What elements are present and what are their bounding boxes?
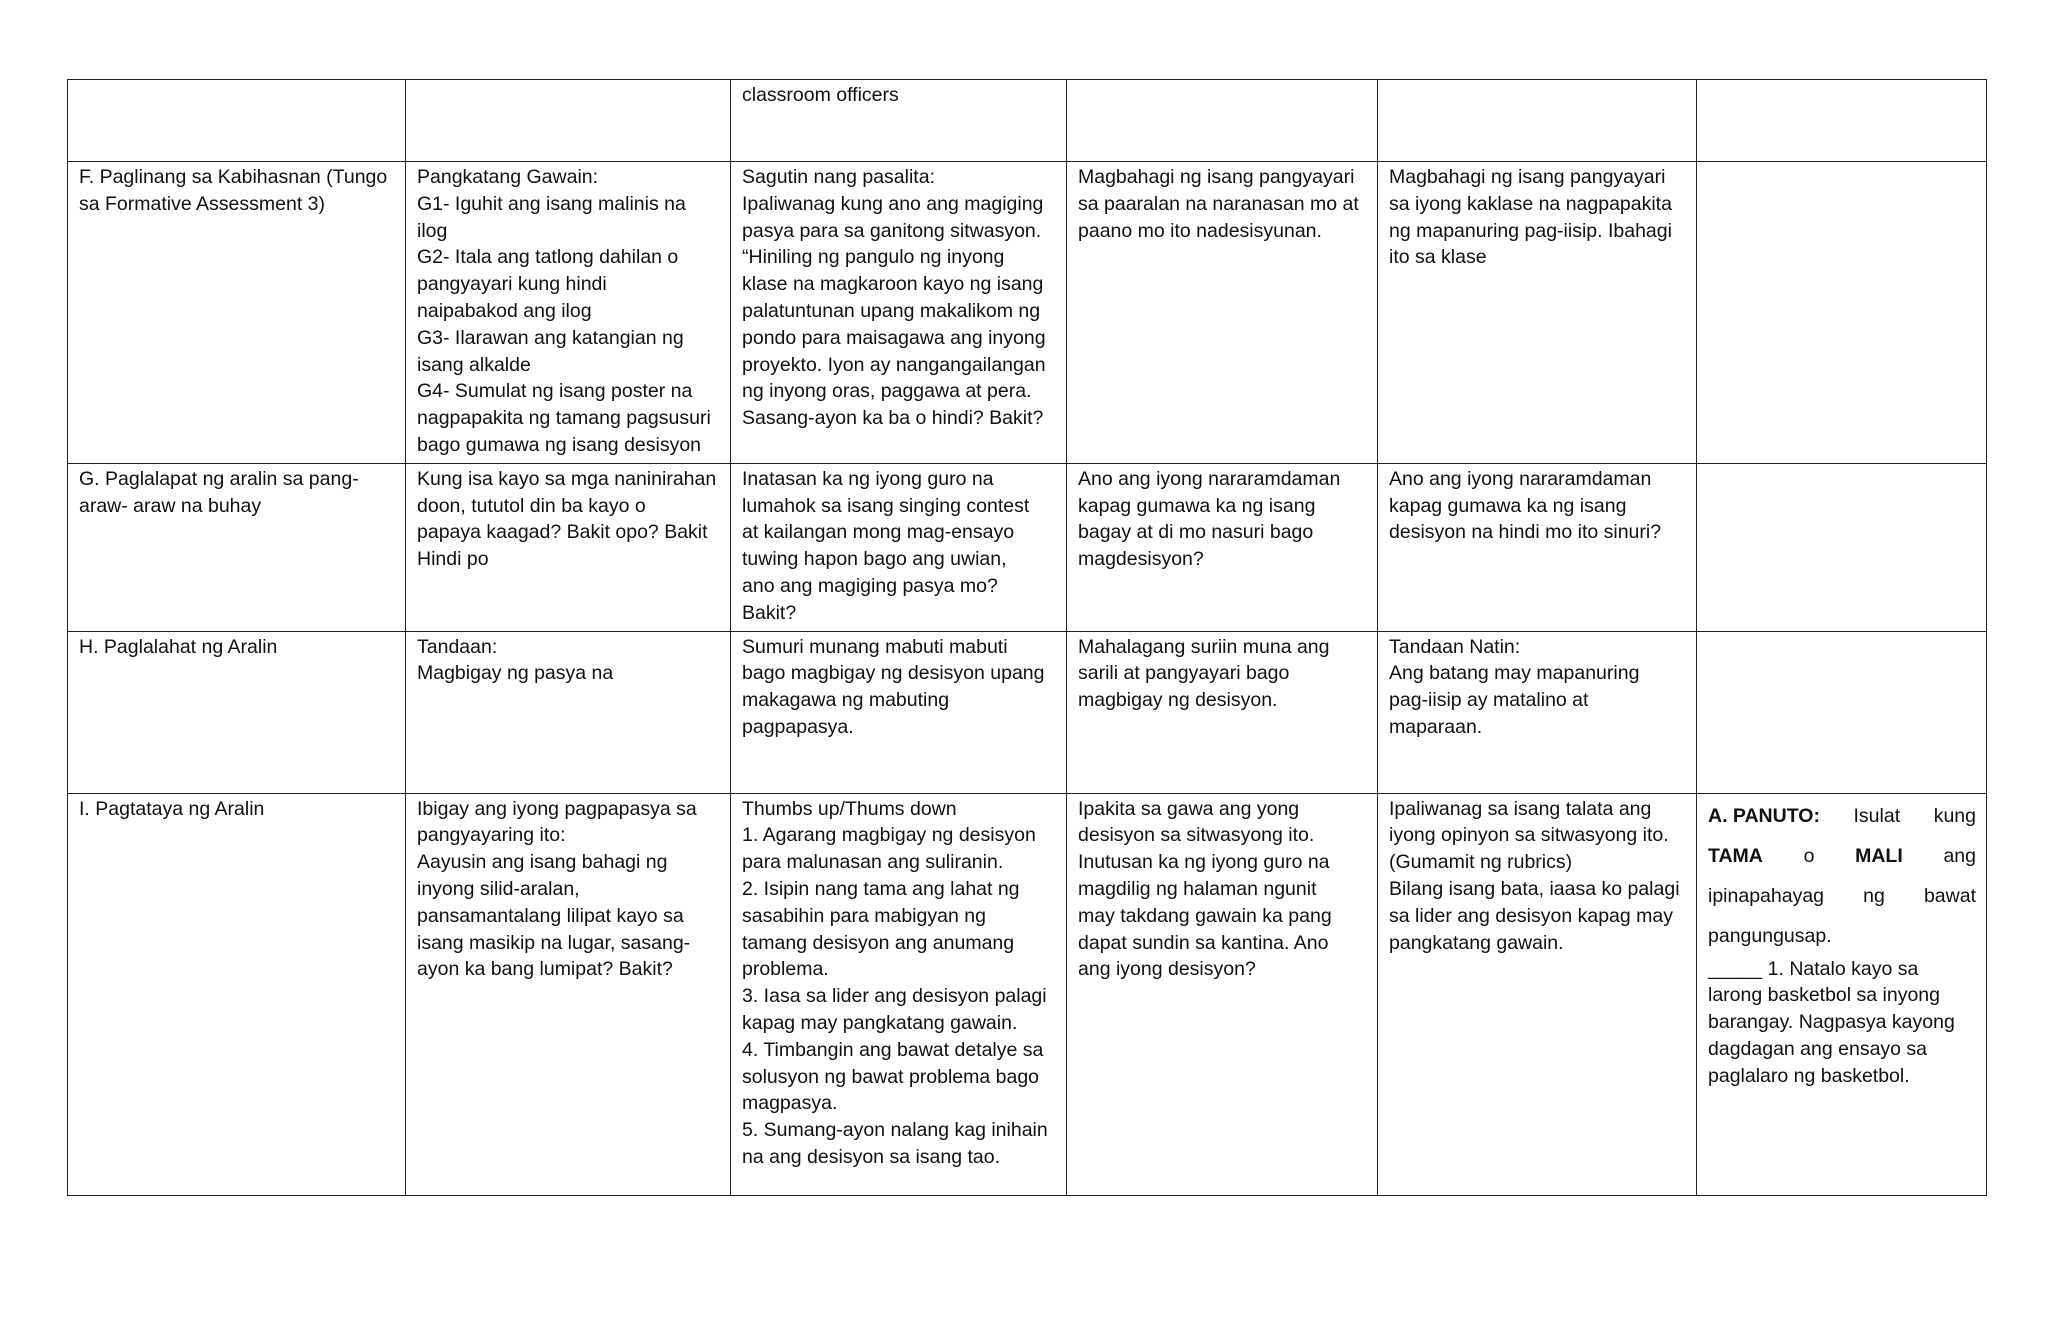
cell-line: isang masikip na lugar, sasang- bbox=[417, 931, 691, 954]
cell-line: proyekto. Iyon ay nangangailangan bbox=[742, 353, 1046, 376]
panuto-mali: MALI bbox=[1855, 844, 1903, 867]
cell-line: Inutusan ka ng iyong guro na bbox=[1078, 851, 1330, 874]
panuto-tama: TAMA bbox=[1708, 844, 1763, 867]
panuto-word: ipinapahayag bbox=[1708, 884, 1825, 907]
table-cell bbox=[1067, 793, 1378, 1195]
table-row bbox=[68, 793, 1987, 1195]
cell-line: F. Paglinang sa Kabihasnan (Tungo bbox=[79, 166, 388, 188]
row-label-cell bbox=[68, 80, 406, 162]
table-cell bbox=[406, 80, 731, 162]
cell-line: Pangkatang Gawain: bbox=[417, 166, 599, 188]
cell-line: magpasya. bbox=[742, 1092, 838, 1115]
cell-line: classroom officers bbox=[742, 84, 899, 106]
cell-line: Magbahagi ng isang pangyayari bbox=[1389, 166, 1666, 188]
panuto-line-3 bbox=[1708, 876, 1976, 916]
cell-line: iyong opinyon sa sitwasyong ito. bbox=[1389, 824, 1669, 847]
table-cell bbox=[1697, 80, 1987, 162]
cell-line: Sumuri munang mabuti mabuti bbox=[742, 635, 1008, 658]
table-cell bbox=[731, 463, 1067, 631]
cell-line: bago magbigay ng desisyon upang bbox=[742, 662, 1045, 685]
test-item-1 bbox=[1708, 956, 1976, 1090]
panuto-line-4 bbox=[1708, 916, 1976, 956]
panuto-word: Isulat bbox=[1853, 804, 1901, 827]
cell-line: ito sa klase bbox=[1389, 246, 1487, 269]
table-cell bbox=[731, 793, 1067, 1195]
cell-line: bago gumawa ng isang desisyon bbox=[417, 433, 702, 456]
cell-line: tuwing hapon bago ang uwian, bbox=[742, 548, 1007, 571]
table-cell bbox=[1697, 631, 1987, 793]
cell-line: 4. Timbangin ang bawat detalye sa bbox=[742, 1038, 1044, 1061]
table-cell bbox=[1067, 631, 1378, 793]
cell-line: _____ 1. Natalo kayo sa bbox=[1708, 957, 1919, 980]
cell-line: sa paaralan na naranasan mo at bbox=[1078, 192, 1359, 215]
cell-line: desisyon sa sitwasyong ito. bbox=[1078, 824, 1315, 847]
panuto-word: bawat bbox=[1923, 884, 1976, 907]
cell-line: sa iyong kaklase na nagpapakita bbox=[1389, 192, 1672, 215]
cell-line: G2- Itala ang tatlong dahilan o bbox=[417, 246, 679, 269]
cell-line: 3. Iasa sa lider ang desisyon palagi bbox=[742, 985, 1047, 1008]
table-cell bbox=[731, 631, 1067, 793]
cell-line: Inatasan ka ng iyong guro na bbox=[742, 467, 994, 490]
cell-line: magdesisyon? bbox=[1078, 548, 1204, 571]
cell-line: “Hiniling ng pangulo ng inyong bbox=[742, 246, 1005, 269]
cell-line: problema. bbox=[742, 958, 829, 981]
table-cell bbox=[1378, 463, 1697, 631]
panuto-word: ng bbox=[1863, 884, 1885, 907]
cell-line: barangay. Nagpasya kayong bbox=[1708, 1011, 1955, 1034]
cell-line: Aayusin ang isang bahagi ng bbox=[417, 851, 668, 874]
cell-line: magbigay ng desisyon. bbox=[1078, 689, 1278, 712]
cell-line: lumahok sa isang singing contest bbox=[742, 494, 1030, 517]
cell-line: Magbigay ng pasya na bbox=[417, 662, 614, 685]
cell-line: inyong silid-aralan, bbox=[417, 877, 580, 900]
cell-line: maparaan. bbox=[1389, 715, 1483, 738]
table-row bbox=[68, 631, 1987, 793]
panuto-heading: A. PANUTO: bbox=[1708, 804, 1820, 827]
row-label-cell bbox=[68, 631, 406, 793]
cell-line: 2. Isipin nang tama ang lahat ng bbox=[742, 877, 1020, 900]
cell-line: 5. Sumang-ayon nalang kag inihain bbox=[742, 1119, 1048, 1142]
cell-line: 1. Agarang magbigay ng desisyon bbox=[742, 824, 1036, 847]
cell-line: kapag gumawa ka ng isang bbox=[1078, 494, 1316, 517]
cell-line: larong basketbol sa inyong bbox=[1708, 984, 1940, 1007]
cell-line: pondo para maisagawa ang inyong bbox=[742, 326, 1046, 349]
cell-line: araw- araw na buhay bbox=[79, 494, 262, 517]
cell-line: ng inyong oras, paggawa at pera. bbox=[742, 380, 1032, 403]
cell-line: Ibigay ang iyong pagpapasya sa bbox=[417, 797, 697, 820]
cell-line: naipabakod ang ilog bbox=[417, 299, 592, 322]
cell-line: G. Paglalapat ng aralin sa pang- bbox=[79, 467, 359, 490]
panuto-word: pangungusap. bbox=[1708, 924, 1832, 947]
cell-line: sarili at pangyayari bago bbox=[1078, 662, 1290, 685]
panuto-cell bbox=[1697, 793, 1987, 1195]
cell-line: pangkatang gawain. bbox=[1389, 931, 1564, 954]
cell-line: desisyon na hindi mo ito sinuri? bbox=[1389, 521, 1662, 544]
cell-line: (Gumamit ng rubrics) bbox=[1389, 851, 1573, 874]
table-cell bbox=[1067, 80, 1378, 162]
cell-line: palatuntunan upang makalikom ng bbox=[742, 299, 1041, 322]
cell-line: dagdagan ang ensayo sa bbox=[1708, 1037, 1928, 1060]
cell-line: ayon ka bang lumipat? Bakit? bbox=[417, 958, 673, 981]
cell-line: pansamantalang lilipat kayo sa bbox=[417, 904, 684, 927]
cell-line: na ang desisyon sa isang tao. bbox=[742, 1145, 1001, 1168]
table-cell bbox=[406, 463, 731, 631]
cell-line: dapat sundin sa kantina. Ano bbox=[1078, 931, 1329, 954]
cell-line: paglalaro ng basketbol. bbox=[1708, 1064, 1910, 1087]
table-cell bbox=[1697, 463, 1987, 631]
table-cell bbox=[731, 80, 1067, 162]
cell-line: H. Paglalahat ng Aralin bbox=[79, 635, 278, 658]
cell-line: Ano ang iyong nararamdaman bbox=[1389, 467, 1652, 490]
table-cell bbox=[406, 162, 731, 464]
cell-line: kapag gumawa ka ng isang bbox=[1389, 494, 1627, 517]
table-cell bbox=[1067, 463, 1378, 631]
cell-line: Bilang isang bata, iaasa ko palagi bbox=[1389, 877, 1680, 900]
table-cell bbox=[1378, 162, 1697, 464]
cell-line: Magbahagi ng isang pangyayari bbox=[1078, 166, 1355, 188]
cell-line: paano mo ito nadesisyunan. bbox=[1078, 219, 1322, 242]
table-cell bbox=[1067, 162, 1378, 464]
lesson-plan-table bbox=[67, 79, 1987, 1196]
cell-line: Sasang-ayon ka ba o hindi? Bakit? bbox=[742, 407, 1044, 430]
cell-line: I. Pagtataya ng Aralin bbox=[79, 797, 265, 820]
panuto-word: o bbox=[1803, 844, 1815, 867]
cell-line: pag-iisip ay matalino at bbox=[1389, 689, 1589, 712]
cell-line: G4- Sumulat ng isang poster na bbox=[417, 380, 693, 403]
cell-line: kapag may pangkatang gawain. bbox=[742, 1011, 1018, 1034]
cell-line: bagay at di mo nasuri bago bbox=[1078, 521, 1314, 544]
cell-line: doon, tututol din ba kayo o bbox=[417, 494, 646, 517]
table-cell bbox=[406, 631, 731, 793]
cell-line: nagpapakita ng tamang pagsusuri bbox=[417, 407, 711, 430]
cell-line: may takdang gawain ka pang bbox=[1078, 904, 1332, 927]
cell-line: pasya para sa ganitong sitwasyon. bbox=[742, 219, 1042, 242]
cell-line: Ano ang iyong nararamdaman bbox=[1078, 467, 1341, 490]
cell-line: Bakit? bbox=[742, 601, 797, 624]
table-cell bbox=[1378, 80, 1697, 162]
row-label-cell bbox=[68, 463, 406, 631]
cell-line: ano ang magiging pasya mo? bbox=[742, 574, 998, 597]
cell-line: Ang batang may mapanuring bbox=[1389, 662, 1640, 685]
panuto-line-1 bbox=[1708, 796, 1976, 836]
table-cell bbox=[406, 793, 731, 1195]
table-cell bbox=[1378, 631, 1697, 793]
panuto-word: kung bbox=[1933, 804, 1976, 827]
cell-line: makagawa ng mabuting bbox=[742, 689, 950, 712]
panuto-word: ang bbox=[1943, 844, 1976, 867]
cell-line: pagpapasya. bbox=[742, 715, 854, 738]
cell-line: G1- Iguhit ang isang malinis na bbox=[417, 192, 686, 215]
table-row bbox=[68, 463, 1987, 631]
cell-line: Kung isa kayo sa mga naninirahan bbox=[417, 467, 717, 490]
panuto-line-2 bbox=[1708, 836, 1976, 876]
cell-line: Ipaliwanag sa isang talata ang bbox=[1389, 797, 1652, 820]
cell-line: Ipakita sa gawa ang yong bbox=[1078, 797, 1300, 820]
cell-line: at kailangan mong mag-ensayo bbox=[742, 521, 1015, 544]
cell-line: Tandaan: bbox=[417, 635, 498, 658]
cell-line: sasabihin para mabigyan ng bbox=[742, 904, 986, 927]
cell-line: para malunasan ang suliranin. bbox=[742, 851, 1004, 874]
cell-line: magdilig ng halaman ngunit bbox=[1078, 877, 1317, 900]
table-row bbox=[68, 162, 1987, 464]
table-cell bbox=[1697, 162, 1987, 464]
cell-line: Ipaliwanag kung ano ang magiging bbox=[742, 192, 1044, 215]
cell-line: Thumbs up/Thums down bbox=[742, 797, 957, 820]
cell-line: sa lider ang desisyon kapag may bbox=[1389, 904, 1673, 927]
cell-line: ng mapanuring pag-iisip. Ibahagi bbox=[1389, 219, 1672, 242]
cell-line: Sagutin nang pasalita: bbox=[742, 166, 935, 188]
row-label-cell bbox=[68, 793, 406, 1195]
cell-line: solusyon ng bawat problema bago bbox=[742, 1065, 1040, 1088]
table-cell bbox=[731, 162, 1067, 464]
cell-line: pangyayari kung hindi bbox=[417, 273, 607, 296]
cell-line: papaya kaagad? Bakit opo? Bakit bbox=[417, 521, 708, 544]
cell-line: isang alkalde bbox=[417, 353, 531, 376]
cell-line: ang iyong desisyon? bbox=[1078, 958, 1256, 981]
cell-line: Hindi po bbox=[417, 548, 489, 571]
cell-line: G3- Ilarawan ang katangian ng bbox=[417, 326, 684, 349]
table-cell bbox=[1378, 793, 1697, 1195]
cell-line: tamang desisyon ang anumang bbox=[742, 931, 1015, 954]
cell-line: ilog bbox=[417, 219, 448, 242]
row-label-cell bbox=[68, 162, 406, 464]
cell-line: sa Formative Assessment 3) bbox=[79, 192, 325, 215]
cell-line: klase na magkaroon kayo ng isang bbox=[742, 273, 1044, 296]
cell-line: Tandaan Natin: bbox=[1389, 635, 1521, 658]
table-row bbox=[68, 80, 1987, 162]
cell-line: Mahalagang suriin muna ang bbox=[1078, 635, 1330, 658]
cell-line: pangyayaring ito: bbox=[417, 824, 566, 847]
